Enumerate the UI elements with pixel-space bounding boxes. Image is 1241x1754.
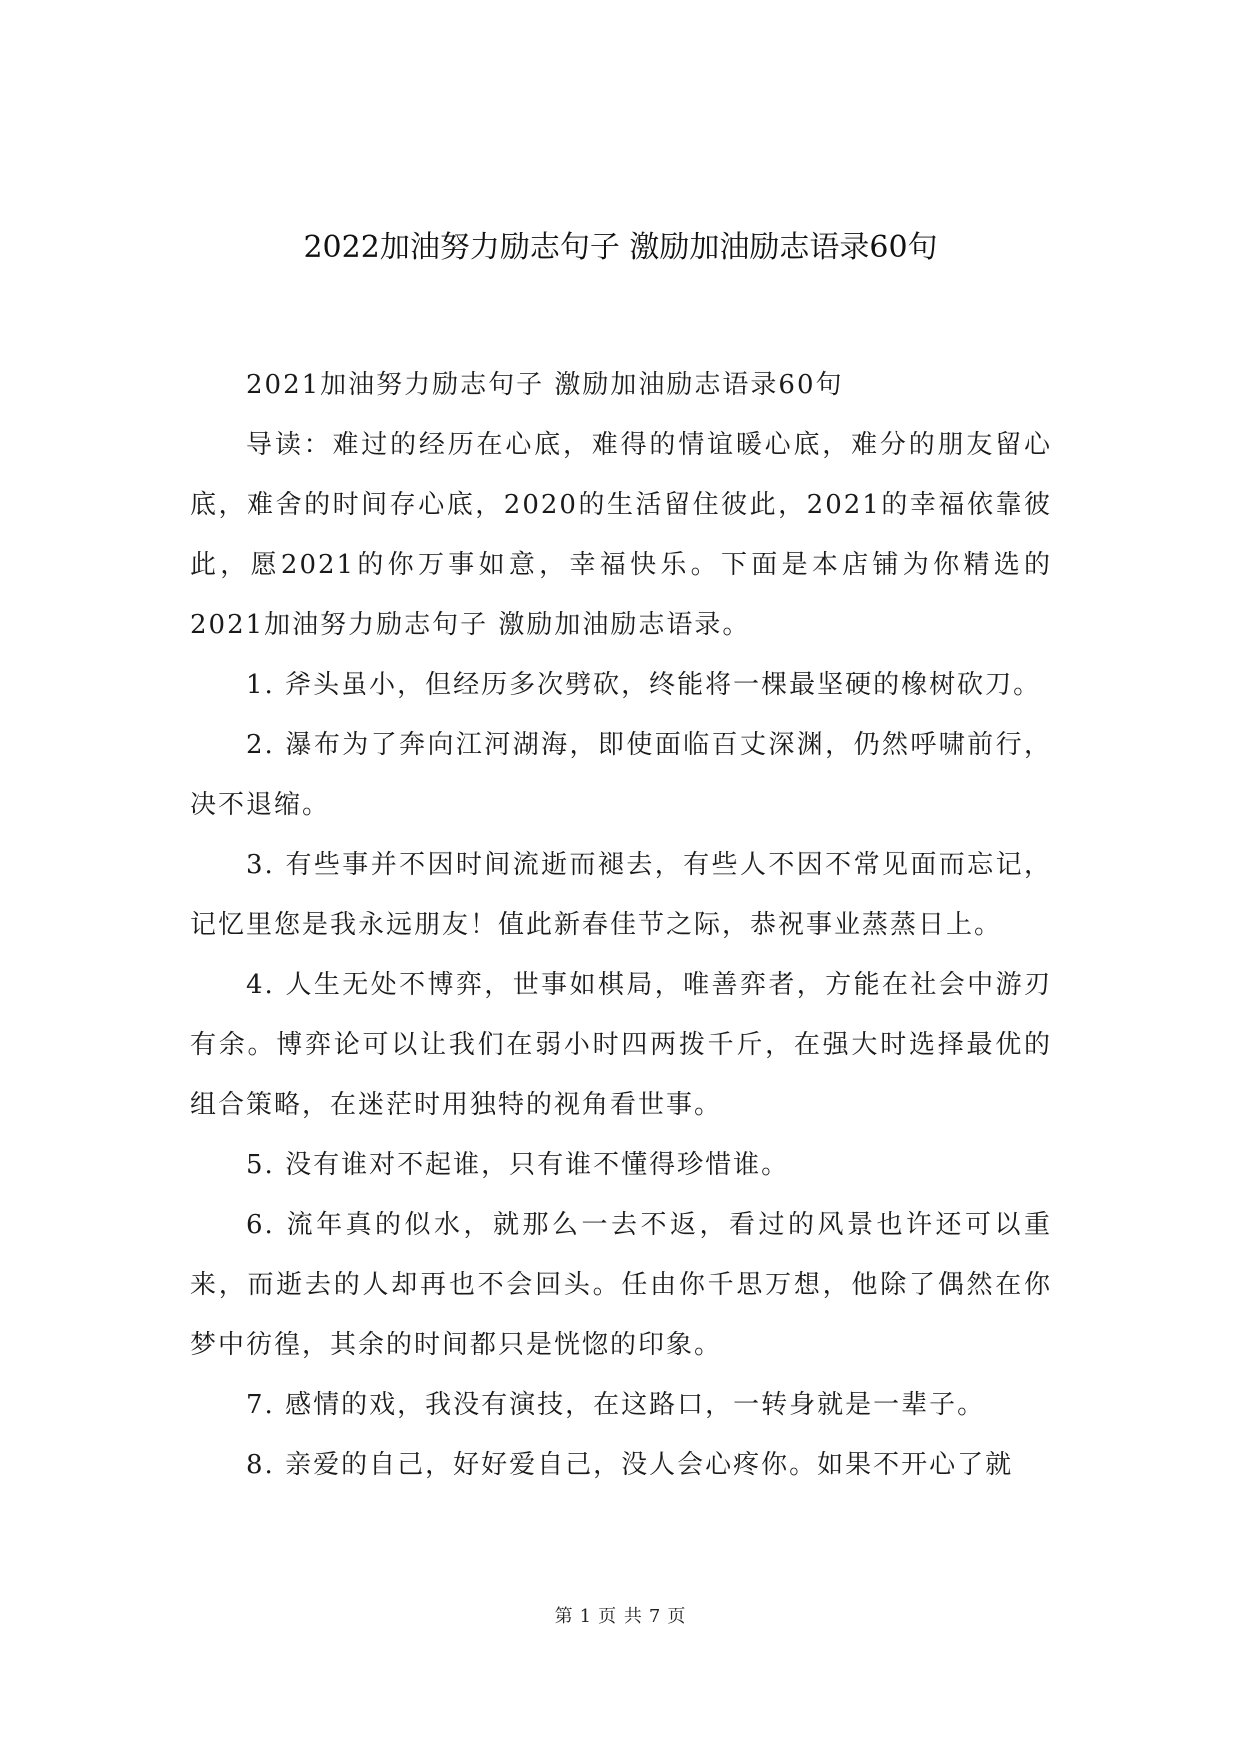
footer-middle: 页 共 — [598, 1606, 643, 1627]
paragraph-item-7: 7. 感情的戏，我没有演技，在这路口，一转身就是一辈子。 — [246, 1390, 986, 1420]
paragraph-item-3: 3. 有些事并不因时间流逝而褪去，有些人不因不常见面而忘记，记忆里您是我永远朋友！值此新春佳节之际，恭祝事业蒸蒸日上。 — [190, 850, 1052, 940]
footer-suffix: 页 — [667, 1606, 687, 1627]
paragraph-item-8: 8. 亲爱的自己，好好爱自己，没人会心疼你。如果不开心了就 — [246, 1450, 1014, 1480]
footer-page-number: 1 — [579, 1606, 593, 1627]
paragraph-subtitle: 2021加油努力励志句子 激励加油励志语录60句 — [246, 370, 844, 400]
paragraph-item-4: 4. 人生无处不博弈，世事如棋局，唯善弈者，方能在社会中游刃有余。博弈论可以让我们在弱小时四两拨千斤，在强大时选择最优的组合策略，在迷茫时用独特的视角看世事。 — [190, 970, 1052, 1120]
paragraph-item-5: 5. 没有谁对不起谁，只有谁不懂得珍惜谁。 — [246, 1150, 790, 1180]
paragraph-item-6: 6. 流年真的似水，就那么一去不返，看过的风景也许还可以重来，而逝去的人却再也不会回头。任由你千思万想，他除了偶然在你梦中彷徨，其余的时间都只是恍惚的印象。 — [190, 1210, 1052, 1360]
document-body — [190, 355, 1052, 1495]
page-footer — [0, 1605, 1241, 1629]
paragraph-item-2: 2. 瀑布为了奔向江河湖海，即使面临百丈深渊，仍然呼啸前行，决不退缩。 — [190, 730, 1052, 820]
document-title: 2022加油努力励志句子 激励加油励志语录60句 — [303, 230, 938, 265]
paragraph-intro: 导读：难过的经历在心底，难得的情谊暖心底，难分的朋友留心底，难舍的时间存心底，2020的生活留住彼此，2021的幸福依靠彼此，愿2021的你万事如意，幸福快乐。下面是本店铺为你精选的2021加油努力励志句子 激励加油励志语录。 — [190, 430, 1052, 640]
footer-prefix: 第 — [554, 1606, 574, 1627]
footer-total-pages: 7 — [648, 1606, 662, 1627]
paragraph-item-1: 1. 斧头虽小，但经历多次劈砍，终能将一棵最坚硬的橡树砍刀。 — [246, 670, 1042, 700]
